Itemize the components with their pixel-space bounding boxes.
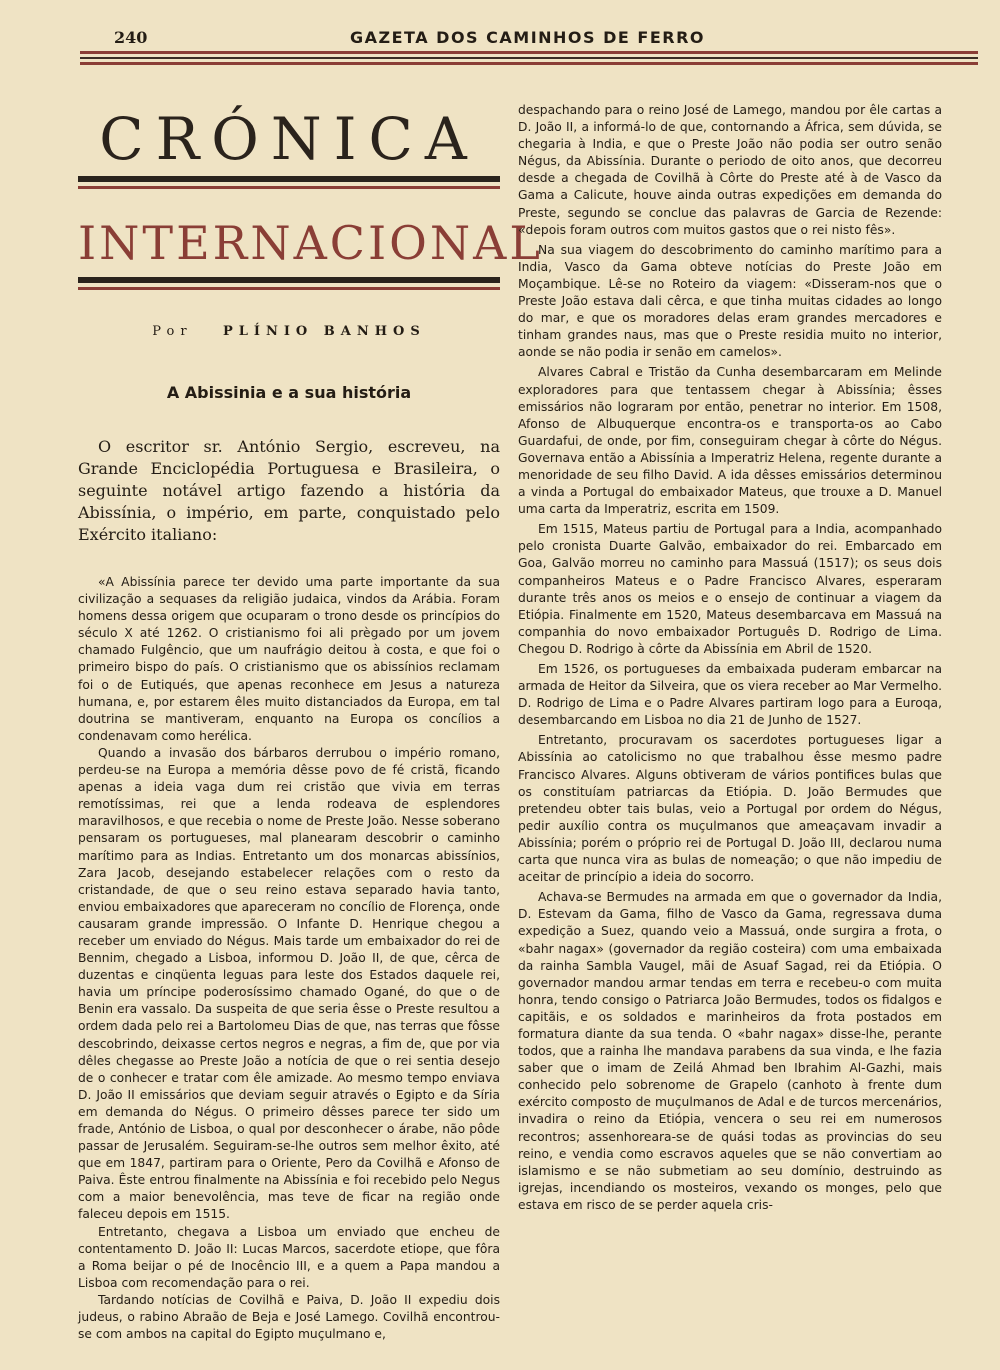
left-body [78, 574, 500, 1343]
byline [78, 324, 500, 339]
intro-paragraph: O escritor sr. António Sergio, escreveu, na Grande Enciclopédia Portuguesa e Brasileira, o seguinte notável artigo fazendo a história da Abissínia, o império, em parte, conquistado pelo Exército italiano: [78, 437, 500, 544]
title-rule [78, 287, 500, 290]
paragraph: Em 1526, os portugueses da embaixada puderam embarcar na armada de Heitor da Silveira, que os viera receber ao Mar Vermelho. D. Rodrigo de Lima e o Padre Alvares partiram logo para a Euroqa, desembarcando em Lisboa no dia 21 de Junho de 1527. [518, 662, 942, 728]
header-rule [80, 62, 978, 65]
right-column [518, 102, 942, 1214]
title-internacional: INTERNACIONAL [78, 216, 543, 270]
title-rule [78, 176, 500, 182]
paragraph: Entretanto, chegava a Lisboa um enviado que encheu de contentamento D. João II: Lucas Marcos, sacerdote etiope, que fôra a Roma beijar o pé de Inocêncio III, e a quem a Papa mandou a Lisboa com recomendação para o rei. [78, 1224, 500, 1290]
left-column [78, 96, 543, 1343]
paragraph: Tardando notícias de Covilhã e Paiva, D. João II expediu dois judeus, o rabino Abraão de Beja e José Lamego. Covilhã encontrou-se com ambos na capital do Egipto muçulmano e, [78, 1292, 500, 1342]
title-rule [78, 186, 500, 189]
paragraph: Alvares Cabral e Tristão da Cunha desembarcaram em Melinde exploradores para que tentassem chegar à Abissínia; êsses emissários não lograram por então, penetrar no interior. Em 1508, Afonso de Albuquerque encontra-os e transporta-os ao Cabo Guardafui, de onde, por fim, conseguiram chegar à côrte do Négus. Governava então a Abissínia a Imperatriz Helena, regente durante a menoridade de seu filho David. A ida dêsses emissários determinou a vinda a Portugal do embaixador Mateus, que trouxe a D. Manuel uma carta da Imperatriz, escrita em 1509. [518, 365, 942, 517]
byline-prefix: Por [152, 324, 193, 339]
section-heading: A Abissinia e a sua história [166, 383, 412, 402]
paragraph: Na sua viagem do descobrimento do caminho marítimo para a India, Vasco da Gama obteve notícias do Preste João em Moçambique. Lê-se no Roteiro da viagem: «Disseram-nos que o Preste João estava dali cêrca, e que tinha muitas cidades ao longo do mar, e que os moradores delas eram grandes mercadores e tinham grandes naus, mas que o Preste residia muito no interior, aonde se não podia ir senão em camelos». [518, 242, 942, 360]
paragraph: Entretanto, procuravam os sacerdotes portugueses ligar a Abissínia ao catolicismo no que trabalhou êsse mesmo padre Francisco Alvares. Alguns obtiveram de vários pontifices bulas que os constituíam patriarcas da Etiópia. D. João Bermudes que pretendeu obter tais bulas, veio a Portugal por ordem do Négus, pedir auxílio contra os muçulmanos que ameaçavam invadir a Abissínia; porém o próprio rei de Portugal D. João III, declarou numa carta que nunca vira as bulas de nomeação; o que não impediu de aceitar de princípio a ideia do socorro. [518, 733, 942, 885]
header-rule [80, 51, 978, 54]
publication-title: GAZETA DOS CAMINHOS DE FERRO [350, 28, 706, 47]
paragraph: despachando para o reino José de Lamego, mandou por êle cartas a D. João II, a informá-lo de que, contornando a África, sem dúvida, se chegaria à India, e que o Preste João não podia ser outro senão Négus, da Abissínia. Durante o periodo de oito anos, que decorreu desde a chegada de Covilhã à Côrte do Preste até à de Vasco da Gama a Calicute, houve ainda outras expedições em demanda do Preste, segundo se conclue das palavras de Garcia de Rezende: «depois foram outros com muitos gastos que o rei nisto fês». [518, 103, 942, 237]
page-header [80, 22, 970, 52]
paragraph: Achava-se Bermudes na armada em que o governador da India, D. Estevam da Gama, filho de Vasco da Gama, regressava duma expedição a Suez, quando veio a Massuá, onde surgira a frota, o «bahr nagax» (governador da região costeira) com uma embaixada da rainha Sambla Vaugel, mãi de Asuaf Sagad, rei da Etiópia. O governador mandou armar tendas em terra e recebeu-o com muita honra, tendo consigo o Patriarca João Bermudes, todos os fidalgos e capitãis, e os soldados e marinheiros da frota postados em formatura diante da sua tenda. O «bahr nagax» disse-lhe, perante todos, que a rainha lhe mandava parabens da sua vinda, e lhe fazia saber que o imam de Zeilá Ahmad ben Ibrahim Al-Gazhi, mais conhecido pelo sobrenome de Grapelo (canhoto à frente dum exército composto de muçulmanos de Adal e de turcos mercenários, invadira o reino da Etiópia, vencera o seu rei em numerosos recontros; assenhoreara-se de quási todas as provincias do seu reino, e vendia como escravos aqueles que se não convertiam ao islamismo e se não submetiam ao seu domínio, destruindo as igrejas, incendiando os mosteiros, vexando os monges, pelo que estava em risco de se perder aquela cris- [518, 890, 942, 1212]
paragraph: Quando a invasão dos bárbaros derrubou o império romano, perdeu-se na Europa a memória dêsse povo de fé cristã, ficando apenas a ideia vaga dum rei cristão que vivia em terras remotíssimas, rei que a lenda rodeava de esplendores maravilhosos, e que recebia o nome de Preste João. Nesse soberano pensaram os portugueses, mal planearam descobrir o caminho marítimo para as Indias. Entretanto um dos monarcas abissínios, Zara Jacob, desejando estabelecer relações com o resto da cristandade, de que o seu reino estava separado havia tanto, enviou embaixadores que apareceram no concílio de Florença, onde causaram grande impressão. O Infante D. Henrique chegou a receber um enviado do Négus. Mais tarde um embaixador do rei de Bennim, chegado a Lisboa, informou D. João II, de que, cêrca de duzentas e cinqüenta leguas para leste dos Estados daquele rei, havia um príncipe poderosíssimo chamado Ogané, do que o de Benin era vassalo. Da suspeita de que seria êsse o Preste resultou a ordem dada pelo rei a Bartolomeu Dias de que, nas terras que fôsse descobrindo, deixasse certos negros e negras, a fim de, que por via dêles chegasse ao Preste João a notícia de que o rei sentia desejo de o conhecer e tratar com êle amizade. Ao mesmo tempo enviava D. João II emissários que deviam seguir através o Egipto e da Síria em demanda do Négus. O primeiro dêsses parece ter sido um frade, António de Lisboa, o qual por desconhecer o árabe, não pôde passar de Jerusalém. Seguiram-se-lhe outros sem melhor êxito, até que em 1847, partiram para o Oriente, Pero da Covilhã e Afonso de Paiva. Êste entrou finalmente na Abissínia e foi recebido pelo Negus com a maior benevolência, mas teve de ficar na região onde faleceu depois em 1515. [78, 745, 500, 1222]
paragraph: «A Abissínia parece ter devido uma parte importante da sua civilização a sequases da religião judaica, vindos da Arábia. Foram homens dessa origem que ocuparam o trono desde os princípios do século X até 1262. O cristianismo foi ali prègado por um jovem chamado Fulgêncio, que um naufrágio deitou à costa, e que foi o primeiro bispo do país. O cristianismo que os abissínios reclamam foi o de Eutiqués, que apenas reconhece em Jesus a natureza humana, e, por estarem êles muito distanciados da Europa, em tal doutrina se mantiveram, enquanto na Europa os concílios a condenavam como herélica. [78, 575, 500, 743]
title-cronica: CRÓNICA [99, 105, 479, 173]
page-number: 240 [114, 28, 148, 47]
right-body [518, 102, 942, 1214]
title-rule [78, 277, 500, 283]
byline-author: PLÍNIO BANHOS [222, 324, 426, 339]
header-rule [80, 57, 978, 59]
paragraph: Em 1515, Mateus partiu de Portugal para a India, acompanhado pelo cronista Duarte Galvão, embaixador do rei. Embarcado em Goa, Galvão morreu no caminho para Massuá (1517); os seus dois companheiros Mateus e o Padre Francisco Alvares, esperaram durante três anos os meios e o ensejo de continuar a viagem da Etiópia. Finalmente em 1520, Mateus desembarcava em Massuá na companhia do novo embaixador Português D. Rodrigo de Lima. Chegou D. Rodrigo à côrte da Abissínia em Abril de 1520. [518, 522, 942, 656]
